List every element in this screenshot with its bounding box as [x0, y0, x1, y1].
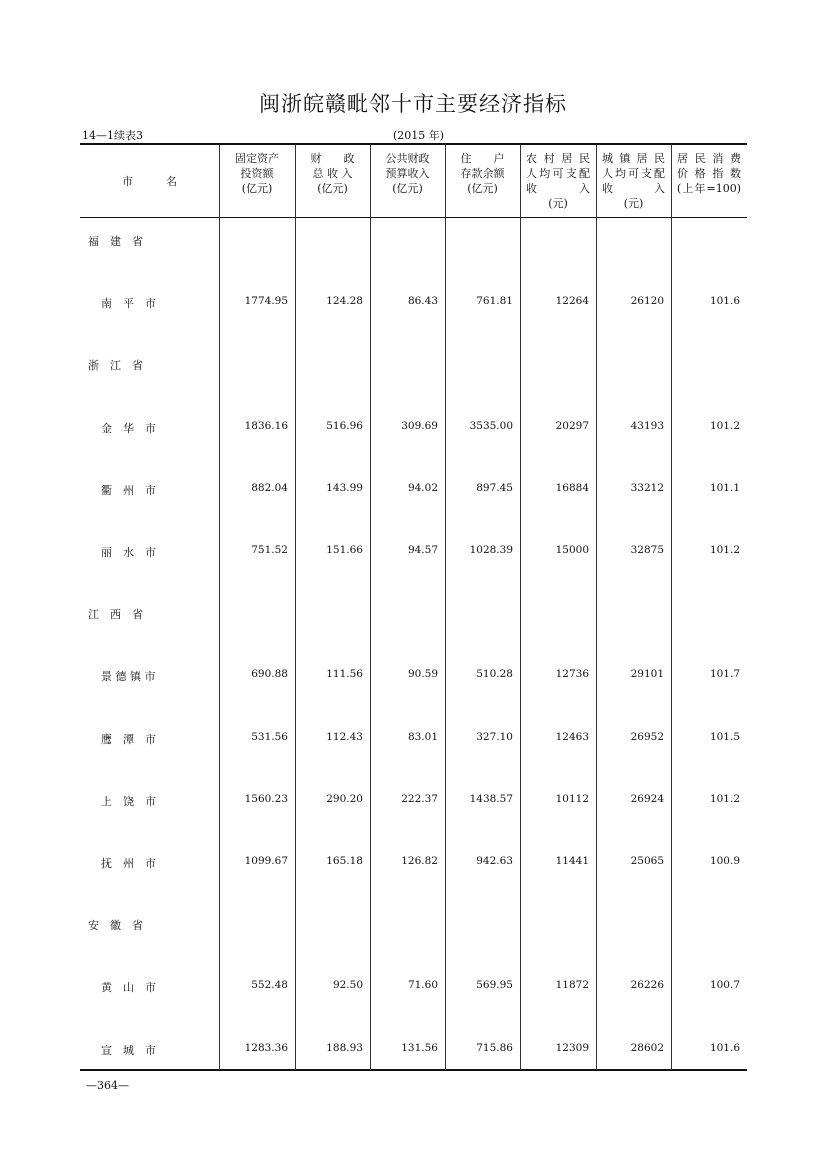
- table-cell: 15000: [555, 544, 589, 556]
- table-cell: 90.59: [407, 668, 438, 680]
- table-cell: 25065: [630, 855, 664, 867]
- column-header: [86, 174, 213, 189]
- table-cell: 552.48: [251, 979, 288, 991]
- table-cell: 111.56: [326, 668, 363, 680]
- column-header-line: 固定资产: [235, 152, 279, 165]
- table-cell: 1560.23: [244, 793, 288, 805]
- column-header-line: 住 户: [460, 152, 505, 165]
- column-header: [602, 151, 665, 211]
- table-cell: 942.63: [476, 855, 513, 867]
- column-header: [677, 151, 741, 196]
- column-header-line: (亿元): [467, 182, 498, 195]
- table-cell: 1099.67: [244, 855, 288, 867]
- column-header: [526, 151, 590, 211]
- table-cell: 131.56: [401, 1042, 438, 1054]
- table-cell: 165.18: [326, 855, 363, 867]
- column-header-line: (亿元): [317, 182, 348, 195]
- city-name: 宣 城 市: [101, 1044, 156, 1057]
- table-year: (2015 年): [393, 129, 445, 142]
- column-header-line: (亿元): [392, 182, 423, 195]
- city-name: 鹰 潭 市: [101, 733, 156, 746]
- city-name: 衢 州 市: [101, 484, 156, 497]
- column-divider: [671, 144, 672, 1070]
- table-cell: 751.52: [251, 544, 288, 556]
- column-header: [451, 151, 514, 196]
- city-name: 黄 山 市: [101, 981, 156, 994]
- table-cell: 510.28: [476, 668, 513, 680]
- table-cell: 761.81: [476, 295, 513, 307]
- column-divider: [370, 144, 371, 1070]
- table-cell: 143.99: [326, 482, 363, 494]
- table-cell: 94.02: [407, 482, 438, 494]
- table-cell: 690.88: [251, 668, 288, 680]
- table-cell: 1774.95: [244, 295, 288, 307]
- table-cell: 101.7: [709, 668, 740, 680]
- page-number: —364—: [86, 1079, 129, 1092]
- table-number: 14—1续表3: [82, 129, 143, 142]
- column-divider: [520, 144, 521, 1070]
- table-cell: 290.20: [326, 793, 363, 805]
- province-name: 福 建 省: [88, 235, 143, 248]
- table-cell: 101.5: [709, 731, 740, 743]
- table-cell: 100.9: [709, 855, 740, 867]
- table-cell: 101.6: [709, 1042, 740, 1054]
- city-name: 金 华 市: [101, 422, 156, 435]
- table-cell: 569.95: [476, 979, 513, 991]
- bottom-rule: [80, 1069, 747, 1071]
- table-cell: 101.1: [709, 482, 740, 494]
- table-cell: 28602: [630, 1042, 664, 1054]
- table-cell: 83.01: [407, 731, 438, 743]
- table-cell: 882.04: [251, 482, 288, 494]
- column-header-line: 人均可支配: [602, 167, 665, 180]
- province-name: 浙 江 省: [88, 359, 143, 372]
- table-cell: 100.7: [709, 979, 740, 991]
- column-header-line: 收 入: [526, 182, 590, 195]
- column-header-line: 价格指数: [677, 167, 741, 180]
- table-cell: 12463: [555, 731, 589, 743]
- table-cell: 309.69: [401, 420, 438, 432]
- city-name: 抚 州 市: [101, 857, 156, 870]
- header-rule: [80, 217, 747, 218]
- table-cell: 101.2: [709, 420, 740, 432]
- table-cell: 112.43: [326, 731, 363, 743]
- column-header-line: (亿元): [241, 182, 273, 195]
- table-cell: 26120: [630, 295, 664, 307]
- table-cell: 12264: [555, 295, 589, 307]
- table-cell: 11441: [555, 855, 589, 867]
- table-cell: 16884: [555, 482, 589, 494]
- table-cell: 29101: [630, 668, 664, 680]
- table-cell: 151.66: [326, 544, 363, 556]
- table-cell: 516.96: [326, 420, 363, 432]
- table-cell: 10112: [555, 793, 589, 805]
- column-header-line: 人均可支配: [526, 167, 590, 180]
- table-cell: 92.50: [332, 979, 363, 991]
- column-header-line: 存款余额: [460, 167, 505, 180]
- city-name: 南 平 市: [101, 297, 156, 310]
- province-name: 安 徽 省: [88, 919, 143, 932]
- table-cell: 1836.16: [244, 420, 288, 432]
- city-name: 丽 水 市: [101, 546, 156, 559]
- city-name: 上 饶 市: [101, 795, 156, 808]
- table-cell: 26226: [630, 979, 664, 991]
- table-cell: 86.43: [407, 295, 438, 307]
- column-divider: [219, 144, 220, 1070]
- column-header-line: 收 入: [602, 182, 665, 195]
- table-cell: 222.37: [401, 793, 438, 805]
- column-header-line: 农村居民: [526, 152, 590, 165]
- column-header: [301, 151, 364, 196]
- city-name: 景 德 镇 市: [101, 670, 156, 683]
- table-cell: 897.45: [476, 482, 513, 494]
- column-header-line: 总 收 入: [312, 167, 353, 180]
- table-cell: 188.93: [326, 1042, 363, 1054]
- table-cell: 715.86: [476, 1042, 513, 1054]
- column-divider: [596, 144, 597, 1070]
- table-cell: 327.10: [476, 731, 513, 743]
- table-cell: 101.6: [709, 295, 740, 307]
- column-header: [376, 151, 439, 196]
- table-cell: 126.82: [401, 855, 438, 867]
- table-cell: 26924: [630, 793, 664, 805]
- table-cell: 3535.00: [469, 420, 513, 432]
- column-header-line: 投资额: [240, 167, 274, 180]
- column-header: [225, 151, 289, 196]
- province-name: 江 西 省: [88, 608, 143, 621]
- column-header-line: 公共财政: [385, 152, 430, 165]
- table-cell: 12736: [555, 668, 589, 680]
- table-cell: 12309: [555, 1042, 589, 1054]
- column-header-line: 预算收入: [385, 167, 430, 180]
- column-divider: [445, 144, 446, 1070]
- column-header-line: (上年=100): [677, 182, 741, 195]
- column-header-line: 居民消费: [677, 152, 741, 165]
- column-header-line: (元): [623, 197, 644, 210]
- table-cell: 1438.57: [469, 793, 513, 805]
- column-header-line: (元): [548, 197, 568, 210]
- table-cell: 101.2: [709, 544, 740, 556]
- table-cell: 71.60: [407, 979, 438, 991]
- page-title: 闽浙皖赣毗邻十市主要经济指标: [259, 92, 567, 116]
- table-cell: 33212: [630, 482, 664, 494]
- table-cell: 124.28: [326, 295, 363, 307]
- table-cell: 26952: [630, 731, 664, 743]
- table-cell: 94.57: [407, 544, 438, 556]
- table-cell: 531.56: [251, 731, 288, 743]
- table-cell: 20297: [555, 420, 589, 432]
- table-cell: 11872: [555, 979, 589, 991]
- column-header-line: 财 政: [310, 152, 355, 165]
- table-cell: 32875: [630, 544, 664, 556]
- top-rule: [80, 143, 747, 145]
- column-header-line: 城镇居民: [602, 152, 665, 165]
- table-cell: 101.2: [709, 793, 740, 805]
- table-cell: 43193: [630, 420, 664, 432]
- table-cell: 1283.36: [244, 1042, 288, 1054]
- column-divider: [295, 144, 296, 1070]
- table-cell: 1028.39: [469, 544, 513, 556]
- column-header-line: 市 名: [122, 175, 177, 188]
